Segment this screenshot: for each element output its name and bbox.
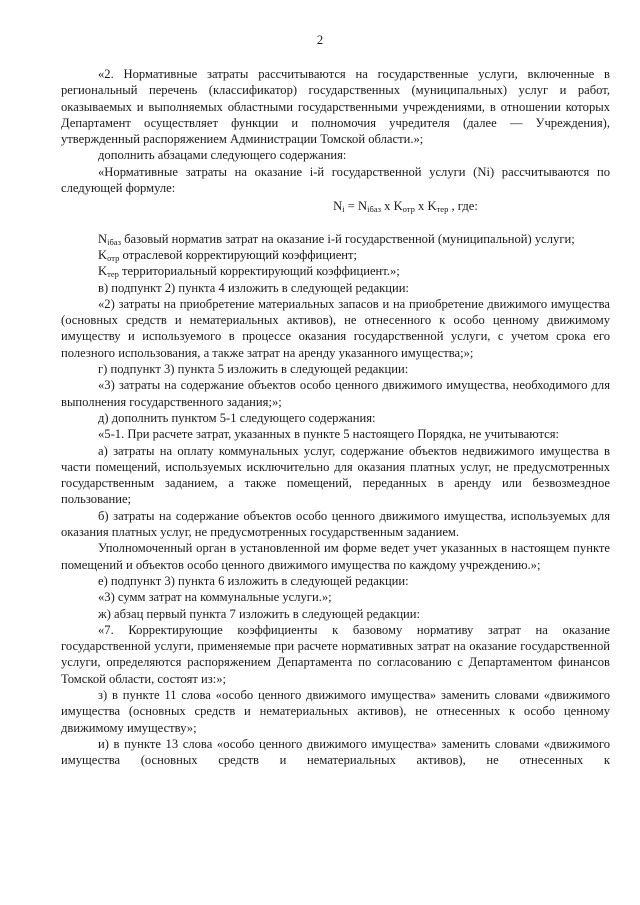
paragraph: дополнить абзацами следующего содержания: <box>98 148 347 163</box>
formula-k1-sub: отр <box>402 204 415 215</box>
formula <box>61 198 610 214</box>
formula-x2: x K <box>414 199 437 214</box>
paragraph: е) подпункт 3) пункта 6 изложить в следующей редакции: <box>98 573 409 588</box>
paragraph: «5-1. При расчете затрат, указанных в пункте 5 настоящего Порядка, не учитываются: <box>98 427 559 442</box>
paragraph: д) дополнить пунктом 5-1 следующего содержания: <box>98 410 376 425</box>
paragraph: «2) затраты на приобретение материальных запасов и на приобретение движимого имущества (основных средств и нематериальных активов), не отнесенного к особо ценному движимому имуществу и используемого в процессе оказания государственной услуги, с учетом срока его полезного использования, а также затрат на аренду указанного имущества;»; <box>61 296 610 360</box>
k2-symbol: K <box>98 264 108 279</box>
formula-lhs: N <box>333 199 343 214</box>
formula-k2-sub: тер <box>436 204 449 215</box>
n-symbol: N <box>98 231 108 246</box>
formula-x1: x K <box>380 199 403 214</box>
k1-sub: отр <box>107 252 120 263</box>
page-number: 2 <box>316 33 324 47</box>
paragraph: б) затраты на содержание объектов особо ценного движимого имущества, используемых для оказания платных услуг, не предусмотренных государственным заданием. <box>61 508 610 540</box>
paragraph: «2. Нормативные затраты рассчитываются на государственные услуги, включенные в региональный перечень (классификатор) государственных (муниципальных) услуг и работ, оказываемых и выполняемых областными государственными учреждениями, в отношении которых Департамент осуществляет функции и полномочия учредителя (далее — Учреждения), утвержденный распоряжением Администрации Томской области.»; <box>61 67 610 147</box>
document-body <box>61 66 610 768</box>
paragraph: «3) затраты на содержание объектов особо ценного движимого имущества, необходимого для выполнения государственного задания;»; <box>61 378 610 409</box>
definition-k2 <box>61 263 610 279</box>
definition-k1 <box>61 247 610 263</box>
paragraph: з) в пункте 11 слова «особо ценного движимого имущества» заменить словами «движимого имущества (основных средств и нематериальных активов), не отнесенных к особо ценному движимому имуществу»; <box>61 687 610 735</box>
paragraph: «Нормативные затраты на оказание i-й государственной услуги (Ni) рассчитываются по следующей формуле: <box>61 164 610 196</box>
formula-lhs-sub: i <box>342 204 345 215</box>
spacer <box>61 215 610 231</box>
paragraph: «3) сумм затрат на коммунальные услуги.»; <box>98 590 332 605</box>
paragraph: ж) абзац первый пункта 7 изложить в следующей редакции: <box>98 606 421 621</box>
paragraph: а) затраты на оплату коммунальных услуг, содержание объектов недвижимого имущества в части помещений, используемых исключительно для оказания платных услуг, не предусмотренных государственным заданием, а также помещений, переданных в аренду или безвозмездное пользование; <box>61 443 610 507</box>
k1-text: отраслевой корректирующий коэффициент; <box>119 247 358 262</box>
paragraph: г) подпункт 3) пункта 5 изложить в следующей редакции: <box>98 362 409 377</box>
formula-tail: , где: <box>448 199 478 214</box>
n-sub: iбаз <box>107 236 121 247</box>
formula-eq: = N <box>344 199 368 214</box>
paragraph: и) в пункте 13 слова «особо ценного движимого имущества» заменить словами «движимого имущества (основных средств и нематериальных активов), не отнесенных к <box>61 736 610 768</box>
definition-n <box>61 231 610 247</box>
k1-symbol: K <box>98 247 108 262</box>
paragraph: в) подпункт 2) пункта 4 изложить в следующей редакции: <box>98 280 410 295</box>
k2-text: территориальный корректирующий коэффициент.»; <box>118 264 400 279</box>
paragraph: Уполномоченный орган в установленной им форме ведет учет указанных в настоящем пункте помещений и объектов особо ценного движимого имущества по каждому учреждению.»; <box>61 541 610 572</box>
k2-sub: тер <box>107 269 119 280</box>
paragraph: «7. Корректирующие коэффициенты к базовому нормативу затрат на оказание государственной услуги, применяемые при расчете нормативных затрат на оказание государственной услуги, определяются распоряжением Департамента по согласованию с Департаментом финансов Томской области, состоят из:»; <box>61 622 610 686</box>
formula-base-sub: iбаз <box>367 204 381 215</box>
n-text: базовый норматив затрат на оказание i-й государственной (муниципальной) услуги; <box>120 231 575 246</box>
